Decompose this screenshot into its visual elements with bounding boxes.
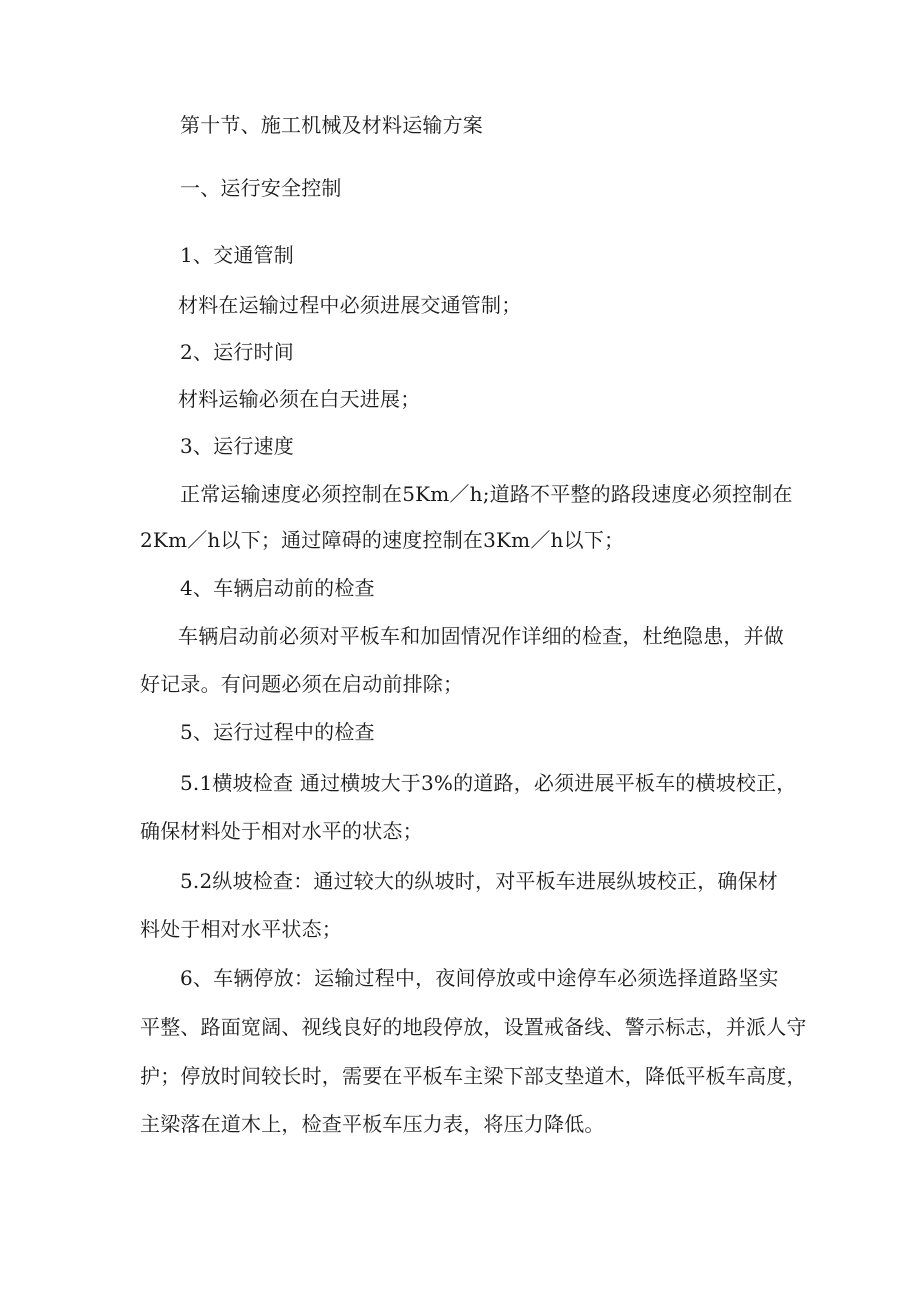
item-3-text-line-1: 正常运输速度必须控制在5Km／h;道路不平整的路段速度必须控制在	[180, 482, 793, 506]
item-3-title: 3、运行速度	[180, 434, 294, 458]
item-2-title: 2、运行时间	[180, 340, 294, 364]
item-1-title: 1、交通管制	[180, 243, 294, 267]
item-5-2-line-2: 料处于相对水平状态；	[140, 917, 342, 941]
item-4-text-line-1: 车辆启动前必须对平板车和加固情况作详细的检查，杜绝隐患，并做	[178, 624, 784, 648]
item-1-text: 材料在运输过程中必须进展交通管制；	[178, 293, 522, 317]
item-6-line-4: 主梁落在道木上，检查平板车压力表，将压力降低。	[140, 1112, 605, 1136]
item-3-text-line-2: 2Km／h以下；通过障碍的速度控制在3Km／h以下；	[140, 528, 625, 552]
item-4-text-line-2: 好记录。有问题必须在启动前排除；	[140, 672, 464, 696]
item-6-line-3: 护；停放时间较长时，需要在平板车主梁下部支垫道木，降低平板车高度，	[140, 1064, 807, 1088]
section-title: 第十节、施工机械及材料运输方案	[180, 113, 483, 137]
item-4-title: 4、车辆启动前的检查	[180, 576, 375, 600]
heading-safety-control: 一、运行安全控制	[180, 176, 342, 200]
item-5-2-line-1: 5.2纵坡检查：通过较大的纵坡时，对平板车进展纵坡校正，确保材	[180, 869, 779, 893]
item-6-line-1: 6、车辆停放：运输过程中，夜间停放或中途停车必须选择道路坚实	[180, 966, 779, 990]
item-6-line-2: 平整、路面宽阔、视线良好的地段停放，设置戒备线、警示标志，并派人守	[140, 1015, 807, 1039]
item-2-text: 材料运输必须在白天进展；	[178, 387, 421, 411]
item-5-title: 5、运行过程中的检查	[180, 720, 375, 744]
item-5-1-line-1: 5.1横坡检查 通过横坡大于3%的道路，必须进展平板车的横坡校正，	[180, 771, 797, 795]
item-5-1-line-2: 确保材料处于相对水平的状态；	[140, 819, 423, 843]
